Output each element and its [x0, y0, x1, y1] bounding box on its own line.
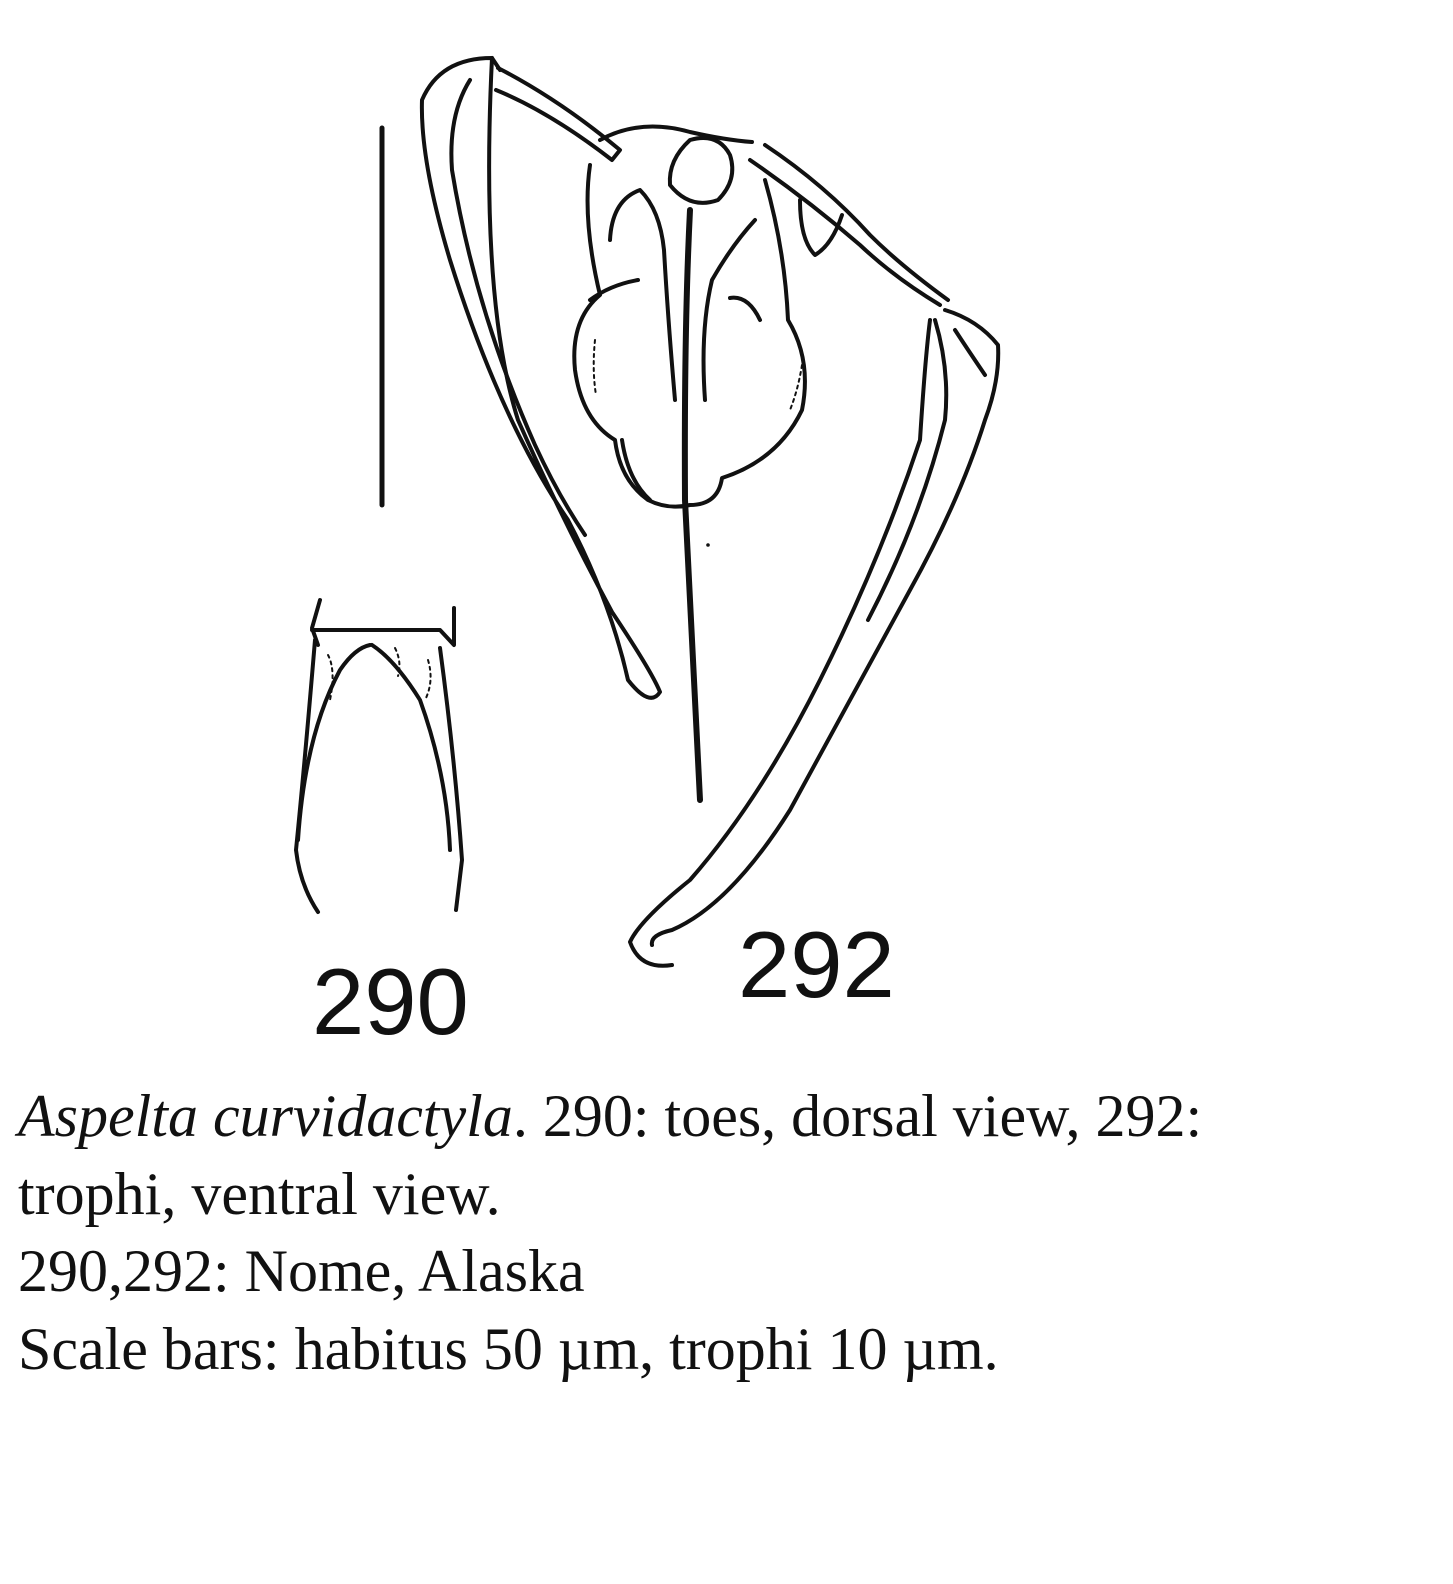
toes-drawing-290 — [296, 600, 462, 912]
figure-caption — [18, 1082, 1438, 1384]
caption-locality: 290,292: Nome, Alaska — [18, 1238, 585, 1305]
species-name: Aspelta curvidactyla — [18, 1083, 513, 1149]
caption-line-1 — [18, 1082, 1438, 1152]
caption-scale-bars: Scale bars: habitus 50 µm, trophi 10 µm. — [18, 1315, 999, 1382]
figure-label-290: 290 — [312, 949, 469, 1054]
caption-figure-descriptions: . 290: toes, dorsal view, 292: — [512, 1083, 1203, 1149]
trophi-drawing-292 — [422, 58, 998, 966]
caption-line-2: trophi, ventral view. — [18, 1160, 501, 1227]
figure-label-292: 292 — [738, 912, 895, 1017]
